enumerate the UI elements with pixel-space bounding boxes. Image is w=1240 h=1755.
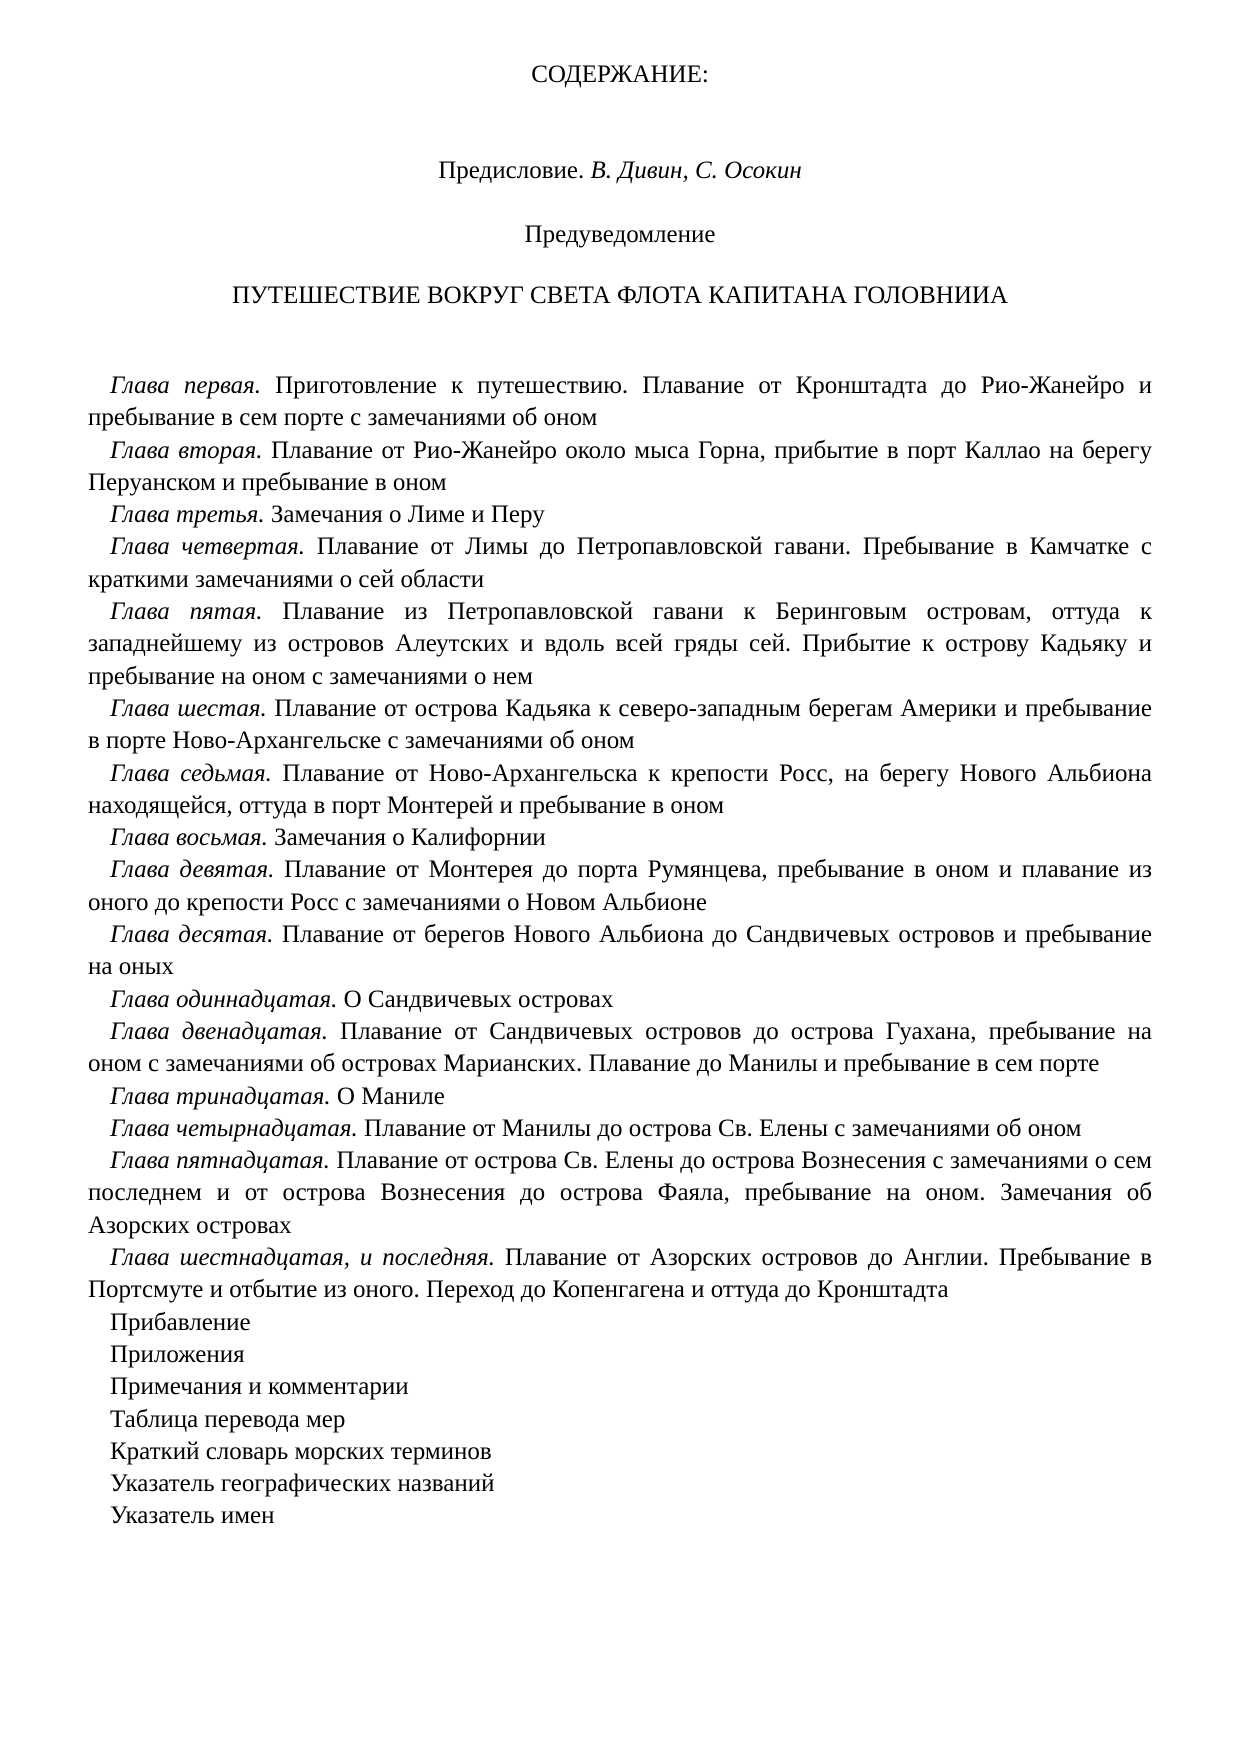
chapter-entry [88, 758, 1152, 823]
chapter-entry [88, 693, 1152, 758]
chapter-entry [88, 531, 1152, 596]
chapter-entry [88, 984, 1152, 1016]
chapter-entry [88, 1145, 1152, 1242]
chapter-entry [88, 499, 1152, 531]
notice-line: Предуведомление [524, 221, 716, 248]
table-of-contents [88, 370, 1152, 1533]
appendix-entry: Прибавление [110, 1308, 251, 1336]
chapter-label: Глава первая. [110, 372, 262, 399]
chapter-text: Плавание от острова Св. Елены до острова Вознесения с замечаниями о сем последнем и от острова Вознесения до острова Фаяла, пребывание на оном. Замечания об Азорских островах [88, 1147, 1152, 1239]
chapter-label: Глава третья. [110, 501, 265, 529]
chapter-text: Плавание от Манилы до острова Св. Елены с замечаниями об оном [364, 1114, 1082, 1142]
chapter-entry [88, 370, 1152, 435]
chapter-label: Глава шестнадцатая, и последняя. [110, 1244, 495, 1272]
chapter-entry [88, 1016, 1152, 1081]
chapter-label: Глава восьмая. [110, 824, 268, 852]
appendix-entry: Приложения [110, 1340, 245, 1368]
chapter-entry [88, 1081, 1152, 1113]
chapter-entry [88, 854, 1152, 919]
chapter-text: Замечания о Лиме и Перу [270, 501, 545, 529]
chapter-label: Глава пятнадцатая. [110, 1147, 330, 1175]
appendix-entry: Краткий словарь морских терминов [110, 1437, 492, 1465]
appendix-entry: Указатель географических названий [110, 1470, 495, 1498]
chapter-label: Глава седьмая. [110, 759, 272, 787]
chapter-text: Плавание от Сандвичевых островов до острова Гуахана, пребывание на оном с замечаниями об островах Марианских. Плавание до Манилы и пребывание в сем порте [88, 1017, 1153, 1078]
chapter-text: Плавание от острова Кадьяка к северо-западным берегам Америки и пребывание в порте Ново-Архангельске с замечаниями об оном [88, 694, 1152, 755]
chapter-label: Глава двенадцатая. [110, 1017, 328, 1045]
chapter-text: О Сандвичевых островах [343, 985, 614, 1013]
chapter-label: Глава четвертая. [110, 533, 306, 561]
book-title: ПУТЕШЕСТВИЕ ВОКРУГ СВЕТА ФЛОТА КАПИТАНА ГОЛОВНИИА [231, 282, 1009, 309]
preface-label: Предисловие. [438, 157, 585, 184]
chapter-entry [88, 822, 1152, 854]
chapter-entry [88, 435, 1152, 500]
chapter-text: Плавание из Петропавловской гавани к Беринговым островам, оттуда к западнейшему из островов Алеутских и вдоль всей гряды сей. Прибытие к острову Кадьяку и пребывание на оном с замечаниями о нем [88, 598, 1152, 690]
preface-line [0, 155, 1240, 187]
chapter-label: Глава пятая. [110, 598, 263, 626]
chapter-entry [88, 596, 1152, 693]
chapter-text: Плавание от Монтерея до порта Румянцева, пребывание в оном и плавание из оного до крепости Росс с замечаниями о Новом Альбионе [88, 856, 1153, 916]
chapter-text: Плавание от Рио-Жанейро около мыса Горна, прибытие в порт Каллао на берегу Перуанском и пребывание в оном [88, 436, 1153, 496]
chapter-entry [88, 1242, 1152, 1307]
chapter-text: Плавание от берегов Нового Альбиона до Сандвичевых островов и пребывание на оных [88, 921, 1152, 981]
chapter-label: Глава десятая. [110, 921, 274, 949]
chapter-label: Глава одиннадцатая. [110, 985, 338, 1013]
chapter-label: Глава шестая. [110, 694, 267, 722]
contents-heading: СОДЕРЖАНИЕ: [531, 61, 709, 88]
appendix-entry: Примечания и комментарии [110, 1373, 409, 1401]
chapter-label: Глава вторая. [110, 436, 263, 464]
chapter-text: О Маниле [336, 1082, 445, 1110]
chapter-entry [88, 1113, 1152, 1145]
chapter-entry [88, 919, 1152, 984]
chapter-text: Приготовление к путешествию. Плавание от Кронштадта до Рио-Жанейро и пребывание в сем порте с замечаниями об оном [88, 372, 1152, 432]
chapter-label: Глава тринадцатая. [110, 1082, 331, 1110]
chapter-label: Глава четырнадцатая. [110, 1114, 358, 1142]
appendix-entry: Указатель имен [110, 1502, 275, 1530]
chapter-text: Плавание от Ново-Архангельска к крепости Росс, на берегу Нового Альбиона находящейся, оттуда в порт Монтерей и пребывание в оном [88, 759, 1152, 819]
chapter-text: Плавание от Азорских островов до Англии. Пребывание в Портсмуте и отбытие из оного. Переход до Копенгагена и оттуда до Кронштадта [88, 1244, 1152, 1304]
chapter-text: Плавание от Лимы до Петропавловской гавани. Пребывание в Камчатке с краткими замечаниями о сей области [88, 533, 1153, 593]
appendix-entry: Таблица перевода мер [110, 1405, 346, 1433]
chapter-text: Замечания о Калифорнии [274, 824, 546, 852]
chapter-label: Глава девятая. [110, 856, 275, 884]
preface-authors: В. Дивин, С. Осокин [590, 157, 802, 184]
